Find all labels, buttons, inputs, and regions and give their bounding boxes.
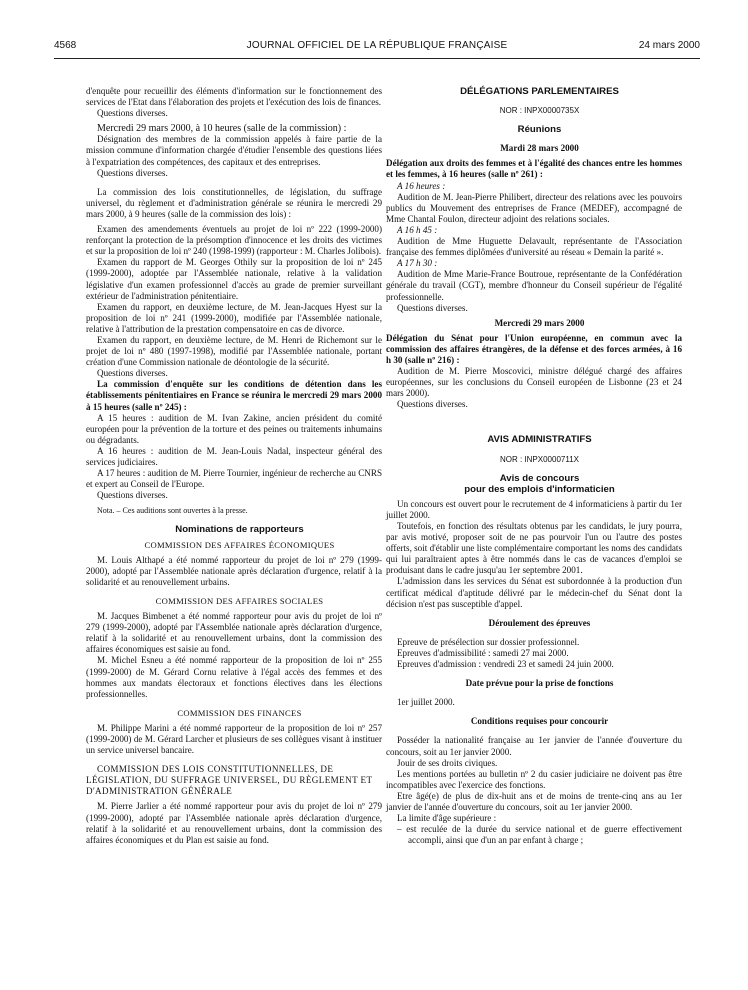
paragraph: M. Louis Althapé a été nommé rapporteur du projet de loi nº 279 (1999-2000), adopté par l'Assemblée nationale après déclaration d'urgence, relatif à la solidarité et au renouvellement urbains. [86,554,382,587]
paragraph: 1er juillet 2000. [397,697,455,708]
paragraph: M. Michel Esneu a été nommé rapporteur de la proposition de loi nº 255 (1999-2000) de M. Gérard Cornu relative à l'égal accès des femmes et des hommes aux mandats électoraux et fonctions électives dans les élections professionnelles. [86,655,382,699]
time-slot: A 16 heures : [397,180,446,191]
paragraph: Questions diverses. [397,399,468,410]
delegation-announcement: Délégation du Sénat pour l'Union européenne, en commun avec la commission des affaires étrangères, de la défense et des forces armées, à 16 h 30 (salle nº 216) : [386,332,682,365]
time-slot: A 17 h 30 : [397,258,438,269]
paragraph: Questions diverses. [397,302,468,313]
right-column [386,86,682,846]
paragraph: Les mentions portées au bulletin nº 2 du casier judiciaire ne doivent pas être incompatibles avec l'exercice des fonctions. [386,768,682,790]
paragraph: Un concours est ouvert pour le recrutement de 4 informaticiens à partir du 1er juillet 2000. [386,498,682,520]
journal-title: JOURNAL OFFICIEL DE LA RÉPUBLIQUE FRANÇAISE [246,40,508,51]
list-item: – est reculée de la durée du service national et de guerre effectivement accompli, ainsi que d'un an par enfant à charge ; [397,824,682,846]
paragraph: Audition de M. Jean-Pierre Philibert, directeur des relations avec les pouvoirs publics du Mouvement des entreprises de France (MEDEF), accompagné de Mme Chantal Foulon, directeur adjoint des relations sociales. [386,191,682,224]
paragraph: M. Jacques Bimbenet a été nommé rapporteur pour avis du projet de loi nº 279 (1999-2000), adopté par l'Assemblée nationale après déclaration d'urgence, relatif à la solidarité et au renouvellement urbains, dont la commission des affaires économiques est saisie au fond. [86,611,382,655]
paragraph: Toutefois, en fonction des résultats obtenus par les candidats, le jury pourra, par avis motivé, proposer soit de ne pas pourvoir l'un ou l'autre des postes offerts, soit d'établir une liste complémentaire comportant les noms des candidats qui lui paraîtraient aptes à être nommés dans le cas de vacances d'emploi se produisant dans le cadre jusqu'au 1er septembre 2001. [386,521,682,576]
commission-heading: COMMISSION DES FINANCES [177,707,302,718]
paragraph: Examen des amendements éventuels au projet de loi nº 222 (1999-2000) renforçant la protection de la présomption d'innocence et les droits des victimes et sur la proposition de loi nº 240 (1998-1999) (rapporteur : M. Charles Jolibois). [86,224,382,257]
paragraph: Epreuve de présélection sur dossier professionnel. [397,636,580,647]
nota: Nota. – Ces auditions sont ouvertes à la presse. [97,506,248,516]
paragraph: Audition de Mme Huguette Delavault, représentante de l'Association française des femmes diplômées d'université au réseau « Demain la parité ». [386,236,682,258]
paragraph: Jouir de ses droits civiques. [397,757,498,768]
paragraph: M. Philippe Marini a été nommé rapporteur de la proposition de loi nº 257 (1999-2000) de M. Gérard Larcher et plusieurs de ses collègues visant à instituer un service universel bancaire. [86,722,382,756]
page-header [54,40,700,56]
paragraph: Posséder la nationalité française au 1er janvier de l'année d'ouverture du concours, soit au 1er janvier 2000. [386,735,682,757]
subsection-heading: Conditions requises pour concourir [470,716,609,727]
commission-heading: COMMISSION DES AFFAIRES ÉCONOMIQUES [144,539,335,550]
paragraph: L'admission dans les services du Sénat est subordonnée à la production d'un certificat médical d'aptitude délivré par le médecin-chef du Sénat dont la décision n'est pas susceptible d'appel. [386,576,682,609]
section-heading: DÉLÉGATIONS PARLEMENTAIRES [460,86,619,97]
notice-title: Avis de concours [499,472,580,484]
paragraph: d'enquête pour recueillir des éléments d'information sur le fonctionnement des services de l'Etat dans l'élaboration des projets et l'exécution des lois de finances. [86,86,382,108]
section-heading: AVIS ADMINISTRATIFS [487,434,592,446]
paragraph: Etre âgé(e) de plus de dix-huit ans et de moins de trente-cinq ans au 1er janvier de l'année d'ouverture du concours, soit au 1er janvier 2000. [386,790,682,812]
paragraph: M. Pierre Jarlier a été nommé rapporteur pour avis du projet de loi nº 279 (1999-2000), adopté par l'Assemblée nationale après déclaration d'urgence, relatif à la solidarité et au renouvellement urbains, dont la commission des affaires économiques et du Plan est saisie au fond. [86,801,382,845]
notice-subtitle: pour des emplois d'informaticien [464,483,615,495]
section-heading: Nominations de rapporteurs [175,524,304,536]
paragraph: Audition de Mme Marie-France Boutroue, représentante de la Confédération générale du travail (CGT), membre d'honneur du Conseil supérieur de l'égalité professionnelle. [386,269,682,302]
meeting-date: Mercredi 29 mars 2000, à 10 heures (salle de la commission) : [97,123,347,135]
issue-date: 24 mars 2000 [638,40,700,51]
nor-reference: NOR : INPX0000711X [499,454,579,464]
commission-lois-announcement: La commission des lois constitutionnelles, de législation, du suffrage universel, du règlement et d'administration générale se réunira le mercredi 29 mars 2000, à 9 heures (salle de la commission des lois) : [86,186,382,219]
commission-heading: COMMISSION DES LOIS CONSTITUTIONNELLES, DE LÉGISLATION, DU SUFFRAGE UNIVERSEL, DU RÈGLEMENT ET D'ADMINISTRATION GÉNÉRALE [86,764,373,797]
subsection-heading: Date prévue pour la prise de fonctions [465,678,614,689]
delegation-announcement: Délégation aux droits des femmes et à l'égalité des chances entre les hommes et les femmes, à 16 heures (salle nº 261) : [386,158,682,180]
paragraph: La limite d'âge supérieure : [397,813,497,824]
meeting-date: Mardi 28 mars 2000 [500,143,579,154]
time-slot: A 16 h 45 : [397,224,438,235]
nor-reference: NOR : INPX0000735X [499,106,580,116]
paragraph: Questions diverses. [97,108,168,119]
left-column [86,86,382,846]
subsection-heading: Déroulement des épreuves [488,617,591,628]
paragraph: Examen du rapport, en deuxième lecture, de M. Jean-Jacques Hyest sur la proposition de loi nº 241 (1999-2000), modifiée par l'Assemblée nationale, relative à l'attribution de la prestation compensatoire en cas de divorce. [86,301,382,334]
commission-enquete-announcement: La commission d'enquête sur les conditions de détention dans les établissements pénitentiaires en France se réunira le mercredi 29 mars 2000 à 15 heures (salle nº 245) : [86,379,382,412]
header-rule [54,58,700,59]
paragraph: Examen du rapport de M. Georges Othily sur la proposition de loi nº 245 (1999-2000), adoptée par l'Assemblée nationale, relative à la validation législative d'un examen professionnel d'accès au grade de premier surveillant extérieur de l'administration pénitentiaire. [86,257,382,301]
paragraph: Epreuves d'admission : vendredi 23 et samedi 24 juin 2000. [397,659,614,670]
paragraph: Questions diverses. [97,490,168,501]
paragraph: Audition de M. Pierre Moscovici, ministre délégué chargé des affaires européennes, sur les conclusions du Conseil européen de Lisbonne (23 et 24 mars 2000). [386,366,682,399]
paragraph: Questions diverses. [97,167,168,178]
paragraph: A 16 heures : audition de M. Jean-Louis Nadal, inspecteur général des services judiciaires. [86,445,382,467]
paragraph: Questions diverses. [97,368,168,379]
subsection-heading: Réunions [517,124,562,136]
page-number: 4568 [54,40,77,51]
paragraph: Désignation des membres de la commission appelés à faire partie de la mission commune d'information chargée d'étudier l'ensemble des questions liées à l'expatriation des compétences, des capitaux et des entreprises. [86,134,382,167]
paragraph: A 15 heures : audition de M. Ivan Zakine, ancien président du comité européen pour la prévention de la torture et des peines ou traitements inhumains ou dégradants. [86,412,382,445]
meeting-date: Mercredi 29 mars 2000 [494,317,585,328]
paragraph: A 17 heures : audition de M. Pierre Tournier, ingénieur de recherche au CNRS et expert au Conseil de l'Europe. [86,468,382,490]
paragraph: Examen du rapport, en deuxième lecture, de M. Henri de Richemont sur le projet de loi nº 480 (1997-1998), modifié par l'Assemblée nationale, portant création d'une Commission nationale de déontologie de la sécurité. [86,334,382,368]
paragraph: Epreuves d'admissibilité : samedi 27 mai 2000. [397,647,569,658]
commission-heading: COMMISSION DES AFFAIRES SOCIALES [155,595,324,606]
